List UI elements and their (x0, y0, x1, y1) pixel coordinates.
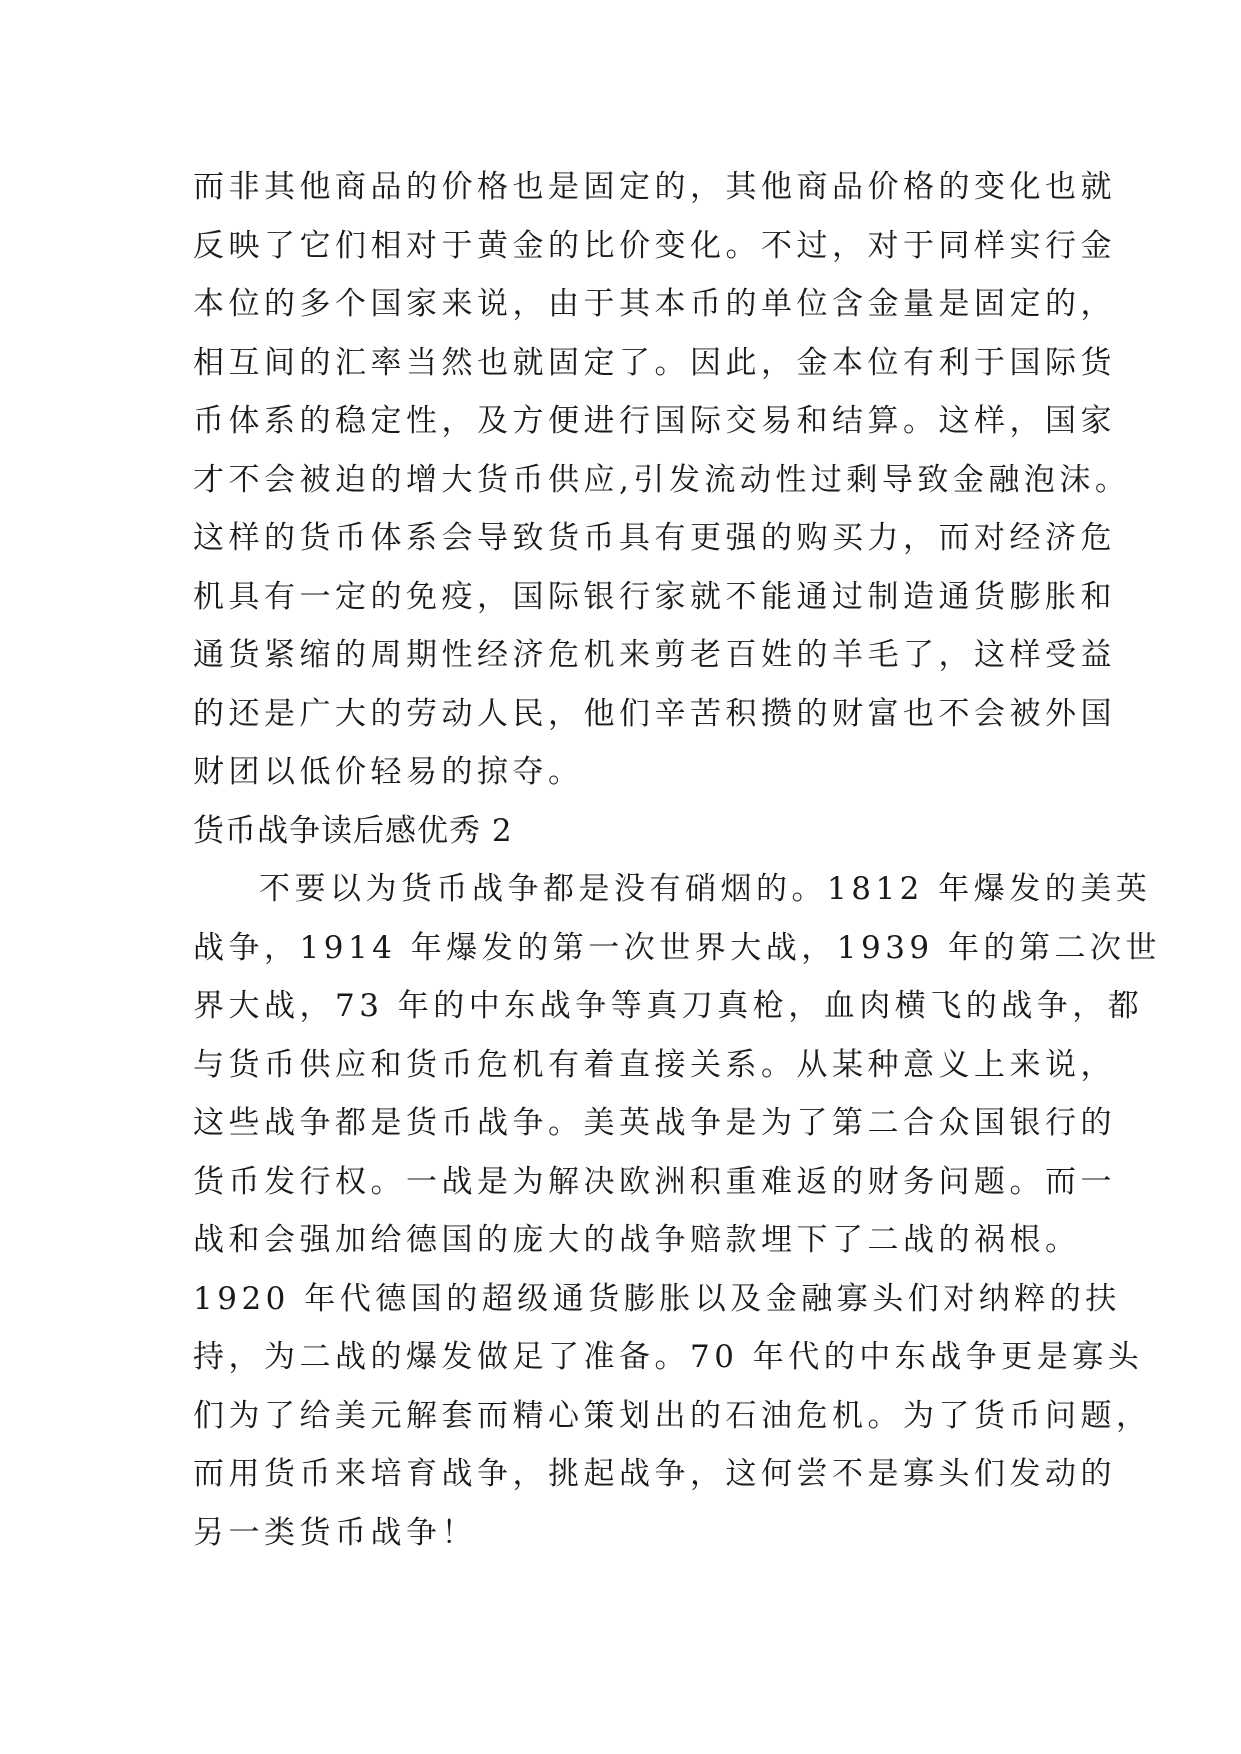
paragraph-line: 本位的多个国家来说，由于其本币的单位含金量是固定的， (193, 286, 1116, 322)
paragraph-line: 不要以为货币战争都是没有硝烟的。1812 年爆发的美英 (259, 871, 1152, 907)
paragraph-line: 机具有一定的免疫，国际银行家就不能通过制造通货膨胀和 (193, 578, 1116, 615)
paragraph-line: 这样的货币体系会导致货币具有更强的购买力，而对经济危 (193, 520, 1116, 556)
paragraph-line: 财团以低价轻易的掠夺。 (193, 754, 584, 790)
paragraph-line: 通货紧缩的周期性经济危机来剪老百姓的羊毛了，这样受益 (193, 637, 1116, 673)
paragraph-line: 战和会强加给德国的庞大的战争赔款埋下了二战的祸根。 (193, 1222, 1081, 1258)
paragraph-line: 另一类货币战争！ (193, 1514, 477, 1551)
paragraph-line: 们为了给美元解套而精心策划出的石油危机。为了货币问题， (193, 1397, 1152, 1434)
paragraph-line: 货币发行权。一战是为解决欧洲积重难返的财务问题。而一 (193, 1163, 1116, 1200)
paragraph-line: 而用货币来培育战争，挑起战争，这何尝不是寡头们发动的 (193, 1456, 1116, 1492)
section-heading: 货币战争读后感优秀 2 (193, 812, 513, 849)
paragraph-line: 持，为二战的爆发做足了准备。70 年代的中东战争更是寡头 (193, 1339, 1144, 1375)
paragraph-line: 这些战争都是货币战争。美英战争是为了第二合众国银行的 (193, 1105, 1116, 1141)
paragraph-line: 相互间的汇率当然也就固定了。因此，金本位有利于国际货 (193, 344, 1116, 381)
paragraph-line: 界大战，73 年的中东战争等真刀真枪，血肉横飞的战争，都 (193, 988, 1144, 1024)
paragraph-line: 反映了它们相对于黄金的比价变化。不过，对于同样实行金 (193, 227, 1116, 264)
paragraph-line: 才不会被迫的增大货币供应,引发流动性过剩导致金融泡沫。 (193, 461, 1131, 498)
paragraph-line: 而非其他商品的价格也是固定的，其他商品价格的变化也就 (193, 169, 1116, 205)
paragraph-line: 战争，1914 年爆发的第一次世界大战，1939 年的第二次世 (193, 929, 1161, 966)
paragraph-line: 的还是广大的劳动人民，他们辛苦积攒的财富也不会被外国 (193, 695, 1116, 732)
paragraph-line: 币体系的稳定性，及方便进行国际交易和结算。这样，国家 (193, 403, 1116, 439)
document-body (193, 158, 1161, 1562)
paragraph-line: 1920 年代德国的超级通货膨胀以及金融寡头们对纳粹的扶 (193, 1280, 1121, 1317)
paragraph-line: 与货币供应和货币危机有着直接关系。从某种意义上来说， (193, 1046, 1116, 1083)
